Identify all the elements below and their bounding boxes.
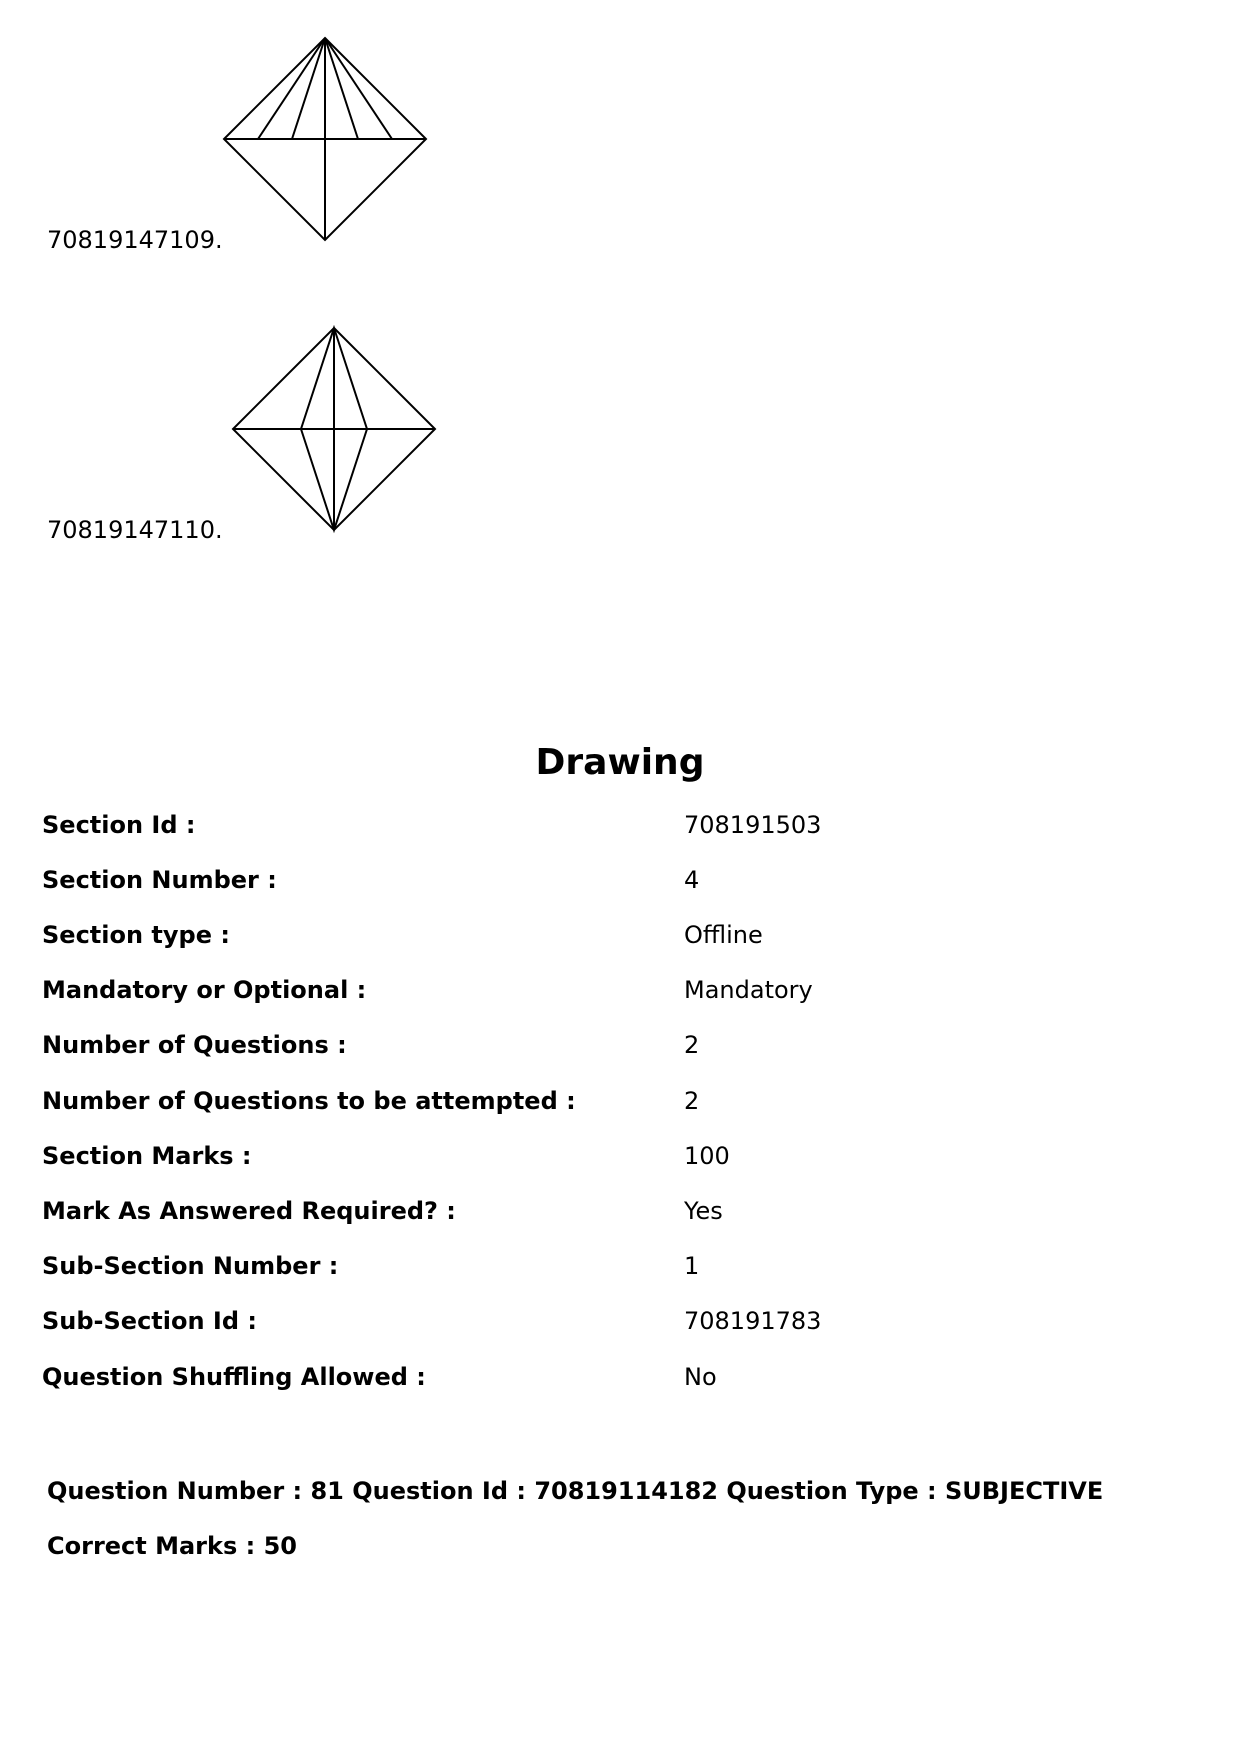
option-label-2: 70819147110.: [47, 516, 223, 544]
info-row-section-marks: [42, 1140, 1192, 1172]
option-figure-diamond-rhombus: [231, 325, 439, 539]
info-key: Mandatory or Optional :: [42, 976, 367, 1004]
info-value: 2: [684, 1031, 700, 1059]
info-row-section-id: [42, 809, 1192, 841]
info-value: Offline: [684, 921, 763, 949]
info-key: Mark As Answered Required? :: [42, 1197, 456, 1225]
question-header: Question Number : 81 Question Id : 70819114182 Question Type : SUBJECTIVE: [47, 1477, 1104, 1505]
info-row-sub-section-id: [42, 1305, 1192, 1337]
info-key: Sub-Section Id :: [42, 1307, 257, 1335]
info-key: Sub-Section Number :: [42, 1252, 339, 1280]
info-value: No: [684, 1363, 717, 1391]
info-key: Number of Questions to be attempted :: [42, 1087, 576, 1115]
info-value: 1: [684, 1252, 700, 1280]
option-figure-diamond-fan: [222, 35, 430, 249]
info-value: 100: [684, 1142, 730, 1170]
info-row-question-shuffling: [42, 1361, 1192, 1393]
diamond-fan-drawing: [222, 35, 430, 245]
info-value: 708191783: [684, 1307, 822, 1335]
info-key: Section Number :: [42, 866, 277, 894]
info-key: Number of Questions :: [42, 1031, 347, 1059]
info-row-mandatory-optional: [42, 974, 1192, 1006]
section-title: Drawing: [535, 742, 705, 783]
info-key: Section type :: [42, 921, 230, 949]
info-row-mark-as-answered: [42, 1195, 1192, 1227]
info-value: 2: [684, 1087, 700, 1115]
info-row-section-type: [42, 919, 1192, 951]
question-correct-marks: Correct Marks : 50: [47, 1532, 297, 1560]
info-key: Section Marks :: [42, 1142, 252, 1170]
info-row-number-of-questions: [42, 1029, 1192, 1061]
info-key: Section Id :: [42, 811, 196, 839]
info-row-questions-to-attempt: [42, 1085, 1192, 1117]
info-row-sub-section-number: [42, 1250, 1192, 1282]
info-key: Question Shuffling Allowed :: [42, 1363, 426, 1391]
option-label-1: 70819147109.: [47, 226, 223, 254]
info-row-section-number: [42, 864, 1192, 896]
info-value: 4: [684, 866, 700, 894]
info-value: Mandatory: [684, 976, 813, 1004]
info-value: 708191503: [684, 811, 822, 839]
diamond-rhombus-drawing: [231, 325, 439, 535]
info-value: Yes: [684, 1197, 723, 1225]
